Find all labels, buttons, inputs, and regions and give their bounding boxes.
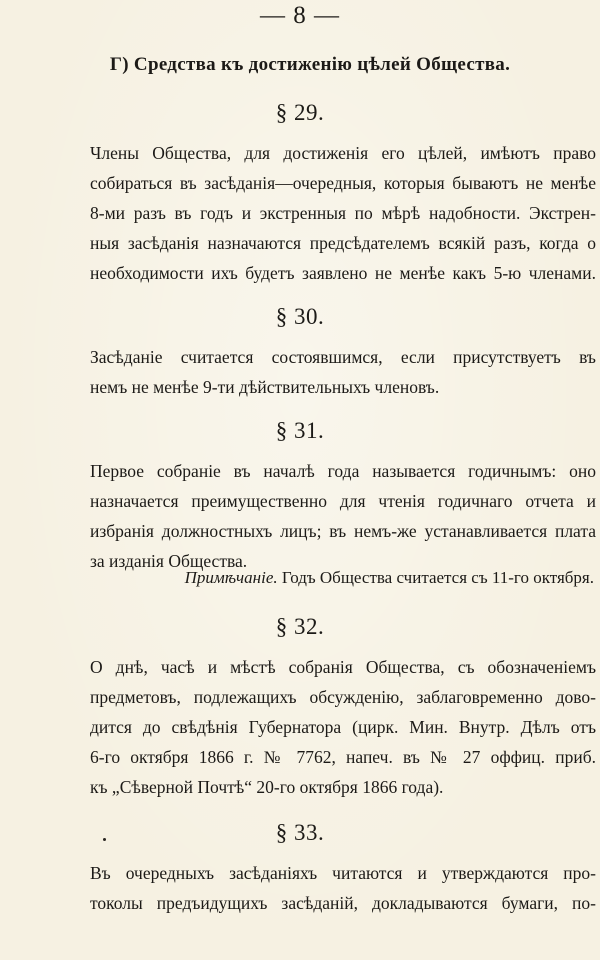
- text-line: Первое собраніе въ началѣ года называется годичнымъ: оно: [90, 461, 596, 481]
- text-line: за изданія Общества.: [90, 551, 248, 571]
- text-line: токолы предъидущихъ засѣданій, докладываются бумаги, по-: [90, 893, 596, 913]
- text-line: 8-ми разъ въ годъ и экстренныя по мѣрѣ надобности. Экстрен-: [90, 203, 596, 223]
- paragraph-mark-30: § 30.: [275, 304, 325, 329]
- paragraph-mark-32: § 32.: [275, 614, 325, 639]
- text-line: Засѣданіе считается состоявшимся, если присутствуетъ въ: [90, 347, 596, 367]
- text-line: назначается преимущественно для чтенія годичнаго отчета и: [90, 491, 596, 511]
- chapter-heading: Г) Средства къ достиженію цѣлей Общества.: [109, 54, 511, 75]
- text-line: дится до свѣдѣнія Губернатора (цирк. Мин. Внутр. Дѣлъ отъ: [90, 717, 596, 737]
- paragraph-mark-31: § 31.: [275, 418, 325, 443]
- text-line: О днѣ, часѣ и мѣстѣ собранія Общества, съ обозначеніемъ: [90, 657, 596, 677]
- text-line: Члены Общества, для достиженія его цѣлей, имѣютъ право: [90, 143, 596, 163]
- page-number: — 8 —: [260, 2, 340, 29]
- paragraph-mark-29: § 29.: [275, 100, 325, 125]
- paragraph-mark-33: § 33.: [275, 820, 325, 845]
- text-line: ныя засѣданія назначаются предсѣдателемъ всякій разъ, когда о: [90, 233, 596, 253]
- text-line: предметовъ, подлежащихъ обсужденію, заблаговременно дово-: [90, 687, 596, 707]
- note-label: Примѣчаніе.: [184, 568, 278, 587]
- text-line: необходимости ихъ будетъ заявлено не менѣе какъ 5-ю членами.: [90, 263, 596, 283]
- text-line: собираться въ засѣданія—очередныя, которыя бываютъ не менѣе: [90, 173, 596, 193]
- note-31: [100, 563, 594, 593]
- paragraph-31-text: [90, 456, 596, 576]
- text-line: 6-го октября 1866 г. № 7762, напеч. въ № 27 оффиц. приб.: [90, 747, 596, 767]
- paragraph-30-text: [90, 342, 596, 402]
- text-line: избранія должностныхъ лицъ; въ немъ-же устанавливается плата: [90, 521, 596, 541]
- paragraph-33-text: [90, 858, 596, 918]
- paragraph-32-text: [90, 652, 596, 802]
- text-line: Въ очередныхъ засѣданіяхъ читаются и утверждаются про-: [90, 863, 596, 883]
- paragraph-29-text: [90, 138, 596, 288]
- text-line: немъ не менѣе 9-ти дѣйствительныхъ членовъ.: [90, 377, 440, 397]
- note-text: Годъ Общества считается съ 11-го октября.: [281, 568, 594, 587]
- text-line: къ „Сѣверной Почтѣ“ 20-го октября 1866 года).: [90, 777, 444, 797]
